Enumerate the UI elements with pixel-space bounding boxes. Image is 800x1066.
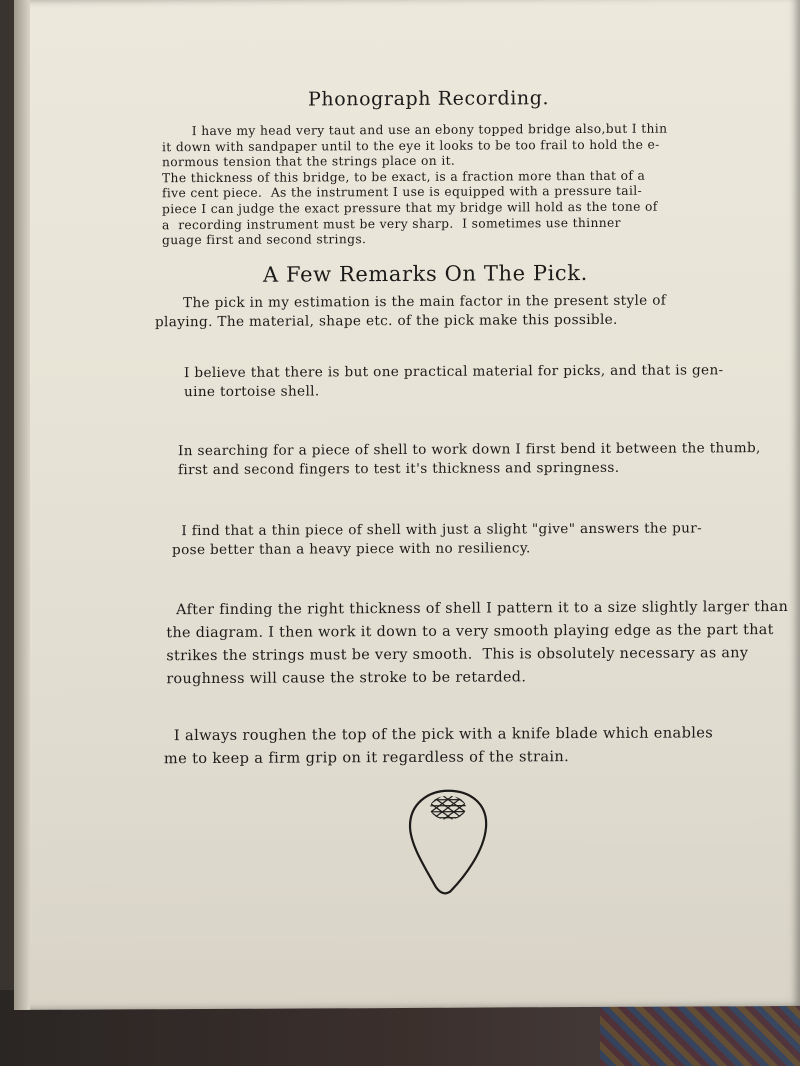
paragraph-tortoise-shell: I believe that there is but one practical material for picks, and that is gen- uine tortoise shell. [184,362,724,401]
section-title-phonograph: Phonograph Recording. [308,87,550,111]
page-content [14,0,800,1010]
grip-crosshatch [414,788,482,832]
paragraph-thin-shell: I find that a thin piece of shell with just a slight "give" answers the pur- pose better than a heavy piece with no resiliency. [172,520,703,559]
paragraph-roughen-pick: I always roughen the top of the pick with a knife blade which enables me to keep a firm grip on it regardless of the strain. [163,724,714,768]
pick-diagram [406,788,490,898]
paragraph-pick-factor: The pick in my estimation is the main factor in the present style of playing. The material, shape etc. of the pick make this possible. [155,292,667,331]
phonograph-paragraph: I have my head very taut and use an ebony topped bridge also,but I thin it down with sandpaper until to the eye it looks to be too frail to hold the e- normous tension that the strings place on it. The thickness of this bridge, to be exact, is a fraction more than that of a five cent piece. As the instrument I use is equipped with a pressure tail- piece I can judge the exact pressure that my bridge will hold as the tone of a recording instrument must be very sharp. I sometimes use thinner guage first and second strings. [162,121,668,248]
paragraph-searching-shell: In searching for a piece of shell to work down I first bend it between the thumb, first and second fingers to test it's thickness and springness. [178,440,761,479]
paragraph-pattern-shell: After finding the right thickness of shell I pattern it to a size slightly larger than the diagram. I then work it down to a very smooth playing edge as the part that strikes the strings must be very smooth. This is obsolutely necessary as any roughness will cause the stroke to be retarded. [166,598,789,688]
section-title-pick: A Few Remarks On The Pick. [263,260,588,287]
book-page [14,0,800,1010]
